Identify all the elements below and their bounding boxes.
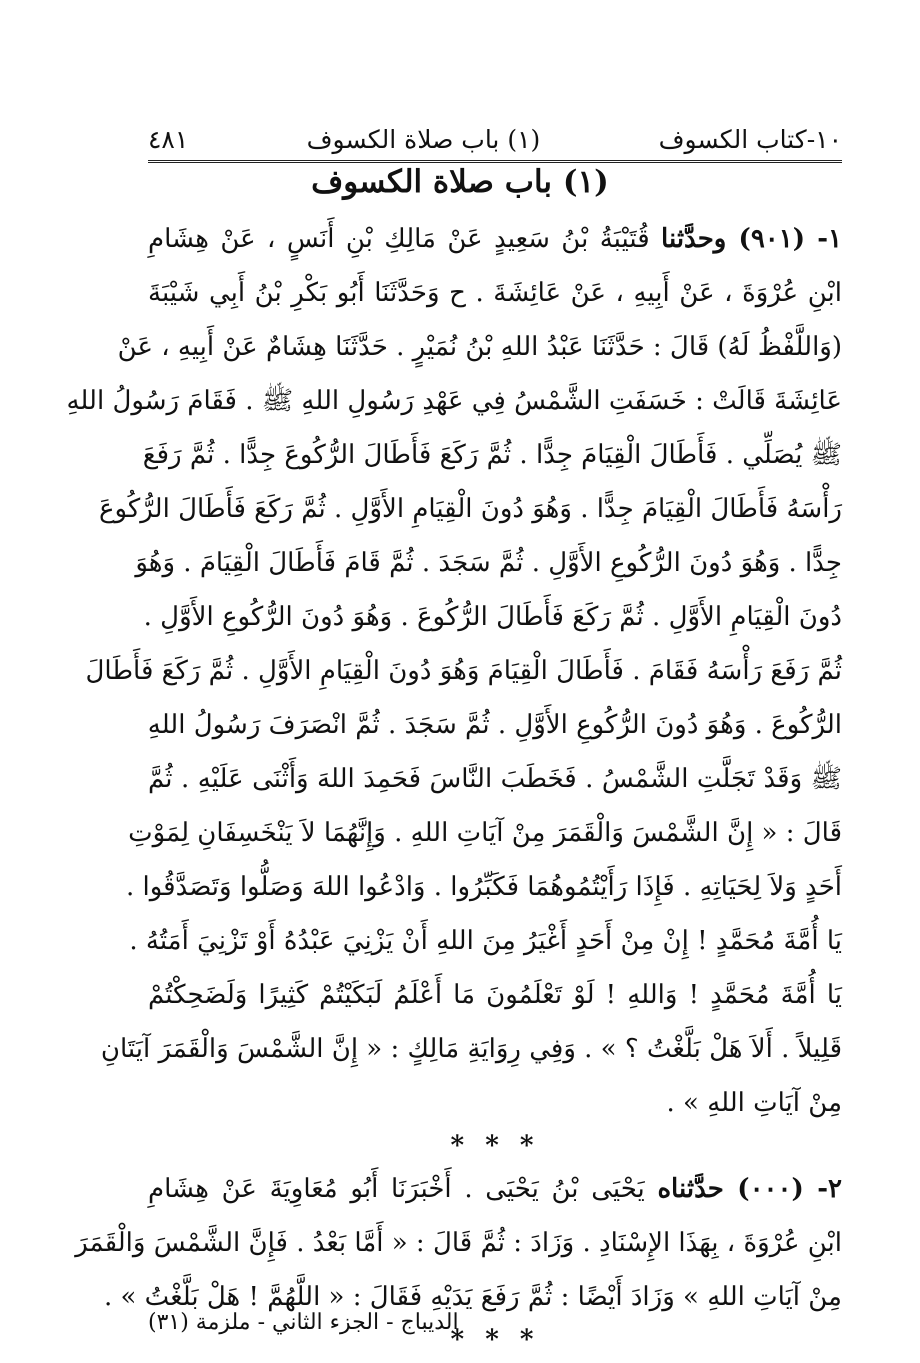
hadith-2-line-2: ابْنِ عُرْوَةَ ، بِهَذَا الإِسْنَادِ . وَزَادَ : ثُمَّ قَالَ : « أَمَّا بَعْدُ . فَإِنَّ الشَّمْسَ وَالْقَمَرَ (75, 1228, 842, 1258)
section-separator-end: * * * (450, 1325, 540, 1355)
chapter-title: (١) باب صلاة الكسوف (311, 164, 609, 200)
page-number: ٤٨١ (148, 124, 189, 154)
header-chapter: ١٠-كتاب الكسوف (658, 124, 842, 154)
hadith-1-line-10: الرُّكُوعَ . وَهُوَ دُونَ الرُّكُوعِ الأَوَّلِ . ثُمَّ سَجَدَ . ثُمَّ انْصَرَفَ رَسُولُ اللهِ (147, 710, 842, 740)
hadith-1-line-14: يَا أُمَّةَ مُحَمَّدٍ ! إِنْ مِنْ أَحَدٍ أَغْيَرُ مِنَ اللهِ أَنْ يَزْنِيَ عَبْدُهُ أَوْ تَزْنِيَ أَمَتُهُ . (129, 926, 842, 956)
hadith-1-line-6: رَأْسَهُ فَأَطَالَ الْقِيَامَ جِدًّا . وَهُوَ دُونَ الْقِيَامِ الأَوَّلِ . ثُمَّ رَكَعَ فَأَطَالَ الرُّكُوعَ (98, 494, 842, 524)
section-separator: * * * (450, 1131, 540, 1161)
running-header (148, 118, 842, 163)
hadith-1-lead: ١- (٩٠١) وحدَّثنا (661, 224, 842, 254)
hadith-1-line-7: جِدًّا . وَهُوَ دُونَ الرُّكُوعِ الأَوَّلِ . ثُمَّ سَجَدَ . ثُمَّ قَامَ فَأَطَالَ الْقِيَامَ . وَهُوَ (135, 548, 842, 578)
hadith-1-line-1 (148, 212, 842, 266)
hadith-1-line-15: يَا أُمَّةَ مُحَمَّدٍ ! وَاللهِ ! لَوْ تَعْلَمُونَ مَا أَعْلَمُ لَبَكَيْتُمْ كَثِيرًا وَلَضَحِكْتُمْ (148, 980, 842, 1010)
hadith-1-line-13: أَحَدٍ وَلاَ لِحَيَاتِهِ . فَإِذَا رَأَيْتُمُوهُمَا فَكَبِّرُوا . وَادْعُوا اللهَ وَصَلُّوا وَتَصَدَّقُوا . (125, 872, 842, 902)
hadith-1-line-8: دُونَ الْقِيَامِ الأَوَّلِ . ثُمَّ رَكَعَ فَأَطَالَ الرُّكُوعَ . وَهُوَ دُونَ الرُّكُوعِ الأَوَّلِ . (143, 602, 842, 632)
hadith-1-line-9: ثُمَّ رَفَعَ رَأْسَهُ فَقَامَ . فَأَطَالَ الْقِيَامَ وَهُوَ دُونَ الْقِيَامِ الأَوَّلِ . ثُمَّ رَكَعَ فَأَطَالَ (85, 656, 842, 686)
hadith-1-line-5: ﷺ يُصَلِّي . فَأَطَالَ الْقِيَامَ جِدًّا . ثُمَّ رَكَعَ فَأَطَالَ الرُّكُوعَ جِدًّا . ثُمَّ رَفَعَ (142, 440, 842, 470)
header-section: (١) باب صلاة الكسوف (306, 124, 541, 154)
body-text (66, 212, 843, 1356)
signature-footer: الديباج - الجزء الثاني - ملزمة (٣١) (148, 1310, 459, 1335)
hadith-1-line-12: قَالَ : « إِنَّ الشَّمْسَ وَالْقَمَرَ مِنْ آيَاتِ اللهِ . وَإِنَّهُمَا لاَ يَنْخَسِفَانِ لِمَوْتِ (128, 818, 842, 848)
hadith-1-line-17: مِنْ آيَاتِ اللهِ » . (666, 1088, 842, 1118)
hadith-1-line-4: عَائِشَةَ قَالَتْ : خَسَفَتِ الشَّمْسُ فِي عَهْدِ رَسُولِ اللهِ ﷺ . فَقَامَ رَسُولُ اللهِ (66, 386, 842, 416)
hadith-2-lead: ٢- (٠٠٠) حدَّثناه (657, 1174, 843, 1204)
hadith-2-text: يَحْيَى بْنُ يَحْيَى . أَخْبَرَنَا أَبُو مُعَاوِيَةَ عَنْ هِشَامِ (148, 1174, 645, 1204)
hadith-1-line-16: قَلِيلاً . أَلاَ هَلْ بَلَّغْتُ ؟ » . وَفِي رِوَايَةِ مَالِكٍ : « إِنَّ الشَّمْسَ وَالْقَمَرَ آيَتَانِ (100, 1034, 842, 1064)
hadith-2-line-1 (148, 1162, 842, 1216)
hadith-1-line-2: ابْنِ عُرْوَةَ ، عَنْ أَبِيهِ ، عَنْ عَائِشَةَ . ح وَحَدَّثَنَا أَبُو بَكْرِ بْنُ أَبِي شَيْبَةَ (148, 278, 842, 308)
hadith-1-line-3: (وَاللَّفْظُ لَهُ) قَالَ : حَدَّثَنَا عَبْدُ اللهِ بْنُ نُمَيْرٍ . حَدَّثَنَا هِشَامٌ عَنْ أَبِيهِ ، عَنْ (117, 332, 842, 362)
hadith-1-line-11: ﷺ وَقَدْ تَجَلَّتِ الشَّمْسُ . فَخَطَبَ النَّاسَ فَحَمِدَ اللهَ وَأَثْنَى عَلَيْهِ . ثُمَّ (148, 764, 842, 794)
hadith-1-text: قُتَيْبَةُ بْنُ سَعِيدٍ عَنْ مَالِكِ بْنِ أَنَسٍ ، عَنْ هِشَامِ (148, 224, 650, 254)
hadith-2-line-3: مِنْ آيَاتِ اللهِ » وَزَادَ أَيْضًا : ثُمَّ رَفَعَ يَدَيْهِ فَقَالَ : « اللَّهُمَّ ! هَلْ بَلَّغْتُ » . (103, 1282, 842, 1312)
